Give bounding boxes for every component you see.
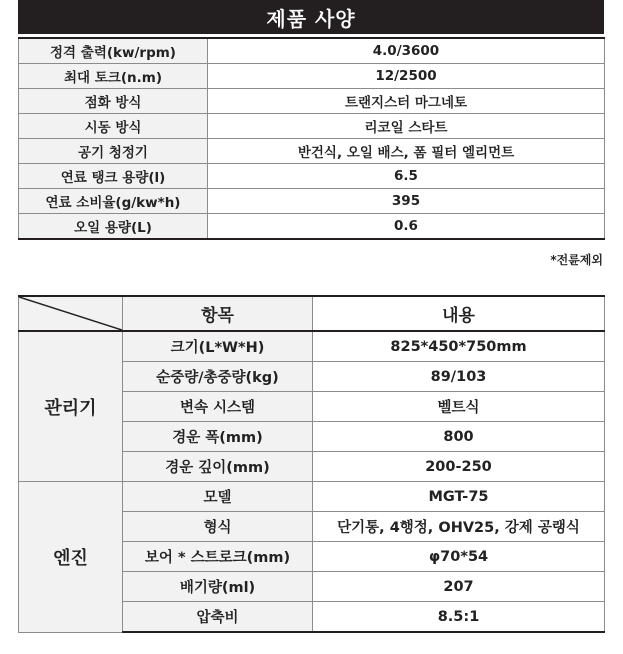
- detail-table: [18, 295, 605, 633]
- spec-label: 시동 방식: [19, 114, 208, 139]
- row-label: 모델: [123, 482, 313, 512]
- table-row: [19, 331, 605, 362]
- table-row: [19, 38, 605, 64]
- row-label: 변속 시스템: [123, 392, 313, 422]
- table-row: [19, 114, 605, 139]
- table-row: [19, 482, 605, 512]
- table-row: [19, 64, 605, 89]
- column-header-item: 항목: [123, 296, 313, 331]
- group-label: 관리기: [19, 331, 123, 482]
- spec-label: 점화 방식: [19, 89, 208, 114]
- table-row: [19, 214, 605, 240]
- diagonal-line: [19, 297, 122, 330]
- row-value: 단기통, 4행정, OHV25, 강제 공랭식: [313, 512, 605, 542]
- spec-value: 0.6: [208, 214, 605, 240]
- spec-value: 트랜지스터 마그네토: [208, 89, 605, 114]
- spec-value: 395: [208, 189, 605, 214]
- row-value: 200-250: [313, 452, 605, 482]
- row-label: 배기량(ml): [123, 572, 313, 602]
- spec-value: 4.0/3600: [208, 38, 605, 64]
- row-value: 825*450*750mm: [313, 331, 605, 362]
- spec-value: 6.5: [208, 164, 605, 189]
- row-value: 8.5:1: [313, 602, 605, 633]
- row-label: 보어 * 스트로크(mm): [123, 542, 313, 572]
- spec-label: 정격 출력(kw/rpm): [19, 38, 208, 64]
- row-value: 89/103: [313, 362, 605, 392]
- row-value: 207: [313, 572, 605, 602]
- column-header-content: 내용: [313, 296, 605, 331]
- spec-table: [18, 37, 605, 240]
- spec-value: 반건식, 오일 배스, 폼 필터 엘리먼트: [208, 139, 605, 164]
- spec-title-bar: [18, 0, 604, 34]
- spec-label: 공기 청정기: [19, 139, 208, 164]
- row-label: 압축비: [123, 602, 313, 633]
- spec-label: 연료 소비율(g/kw*h): [19, 189, 208, 214]
- spec-value: 리코일 스타트: [208, 114, 605, 139]
- row-value: 800: [313, 422, 605, 452]
- spec-label: 오일 용량(L): [19, 214, 208, 240]
- spec-label: 연료 탱크 용량(l): [19, 164, 208, 189]
- row-label: 순중량/총중량(kg): [123, 362, 313, 392]
- row-label: 경운 깊이(mm): [123, 452, 313, 482]
- table-row: [19, 139, 605, 164]
- table-row: [19, 164, 605, 189]
- table-row: [19, 189, 605, 214]
- row-value: MGT-75: [313, 482, 605, 512]
- spec-label: 최대 토크(n.m): [19, 64, 208, 89]
- page-title: 제품 사양: [266, 6, 356, 31]
- row-label: 크기(L*W*H): [123, 331, 313, 362]
- table-header-row: [19, 296, 605, 331]
- row-label: 형식: [123, 512, 313, 542]
- table-row: [19, 89, 605, 114]
- row-label: 경운 폭(mm): [123, 422, 313, 452]
- diagonal-corner-cell: [19, 296, 123, 331]
- row-value: 벨트식: [313, 392, 605, 422]
- group-label: 엔진: [19, 482, 123, 633]
- spec-value: 12/2500: [208, 64, 605, 89]
- row-value: φ70*54: [313, 542, 605, 572]
- footnote: *전륜제외: [550, 253, 603, 267]
